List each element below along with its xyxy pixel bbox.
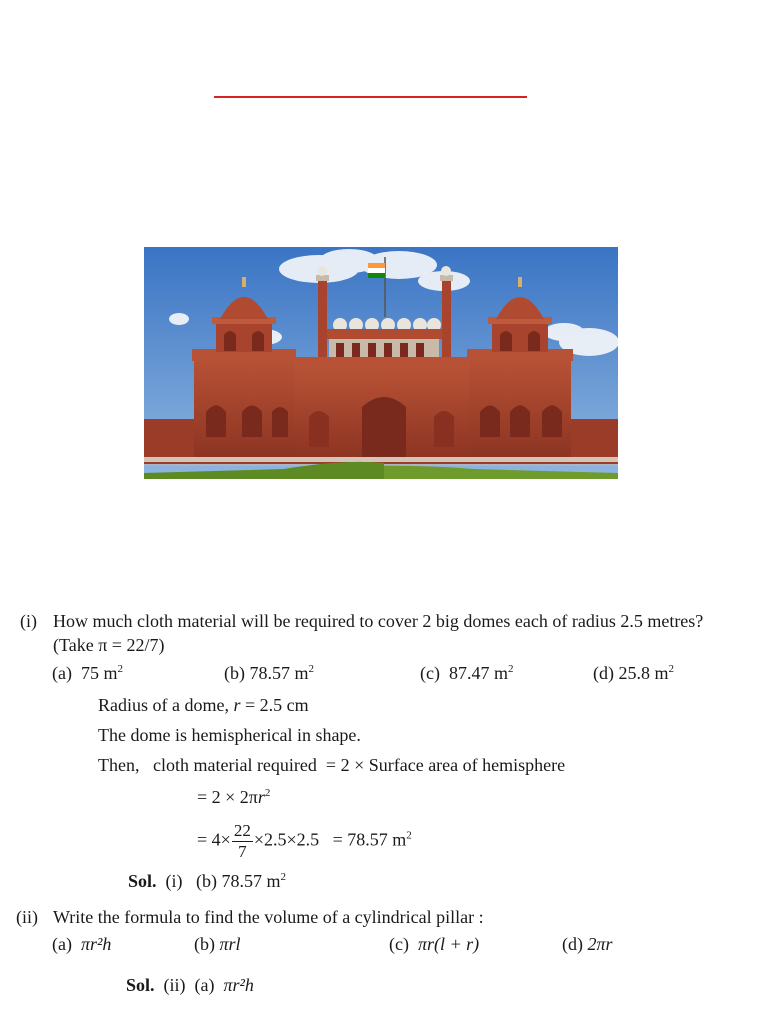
red-fort-photo: [144, 247, 618, 479]
q2-option-a: (a) πr²h: [52, 934, 112, 954]
q2-number: (ii): [16, 907, 38, 927]
q2-option-c: (c) πr(l + r): [389, 934, 480, 954]
fraction-22-over-7: $\frac{22}{7}$: [233, 821, 251, 861]
sol-radius-line: Radius of a dome, r = 2.5 cm: [98, 695, 309, 715]
q1-option-a: (a) 75 $m^2$: [52, 663, 123, 683]
q1-option-b: (b) 78.57 $m^2$: [224, 663, 315, 683]
sol-step-1: = $2 \times 2\pi r^2$: [197, 787, 271, 807]
q1-option-c: (c) 87.47 $m^2$: [420, 663, 514, 683]
q1-answer: Sol. (i) (b) 78.57 $m^2$: [128, 871, 287, 891]
sol-step-2: = 4× $\frac{22}{7}$ ×2.5×2.5 = 78.57 $m^2$: [197, 821, 412, 861]
header-rule: [214, 96, 527, 98]
q2-option-d: (d) 2πr: [562, 934, 613, 954]
q1-take-pi: (Take π = 22/7): [53, 635, 165, 655]
q2-option-b: (b) πrl: [194, 934, 241, 954]
q2-text: Write the formula to find the volume of a cylindrical pillar :: [53, 907, 484, 927]
q1-text: How much cloth material will be required to cover 2 big domes each of radius 2.5 metres?: [53, 611, 704, 631]
sol-then-line: Then, cloth material required = 2 × Surface area of hemisphere: [98, 755, 566, 775]
q1-number: (i): [20, 611, 37, 631]
q1-option-d: (d) 25.8 $m^2$: [593, 663, 675, 683]
sol-shape-line: The dome is hemispherical in shape.: [98, 725, 361, 745]
q2-answer: Sol. (ii) (a) πr²h: [126, 975, 254, 995]
